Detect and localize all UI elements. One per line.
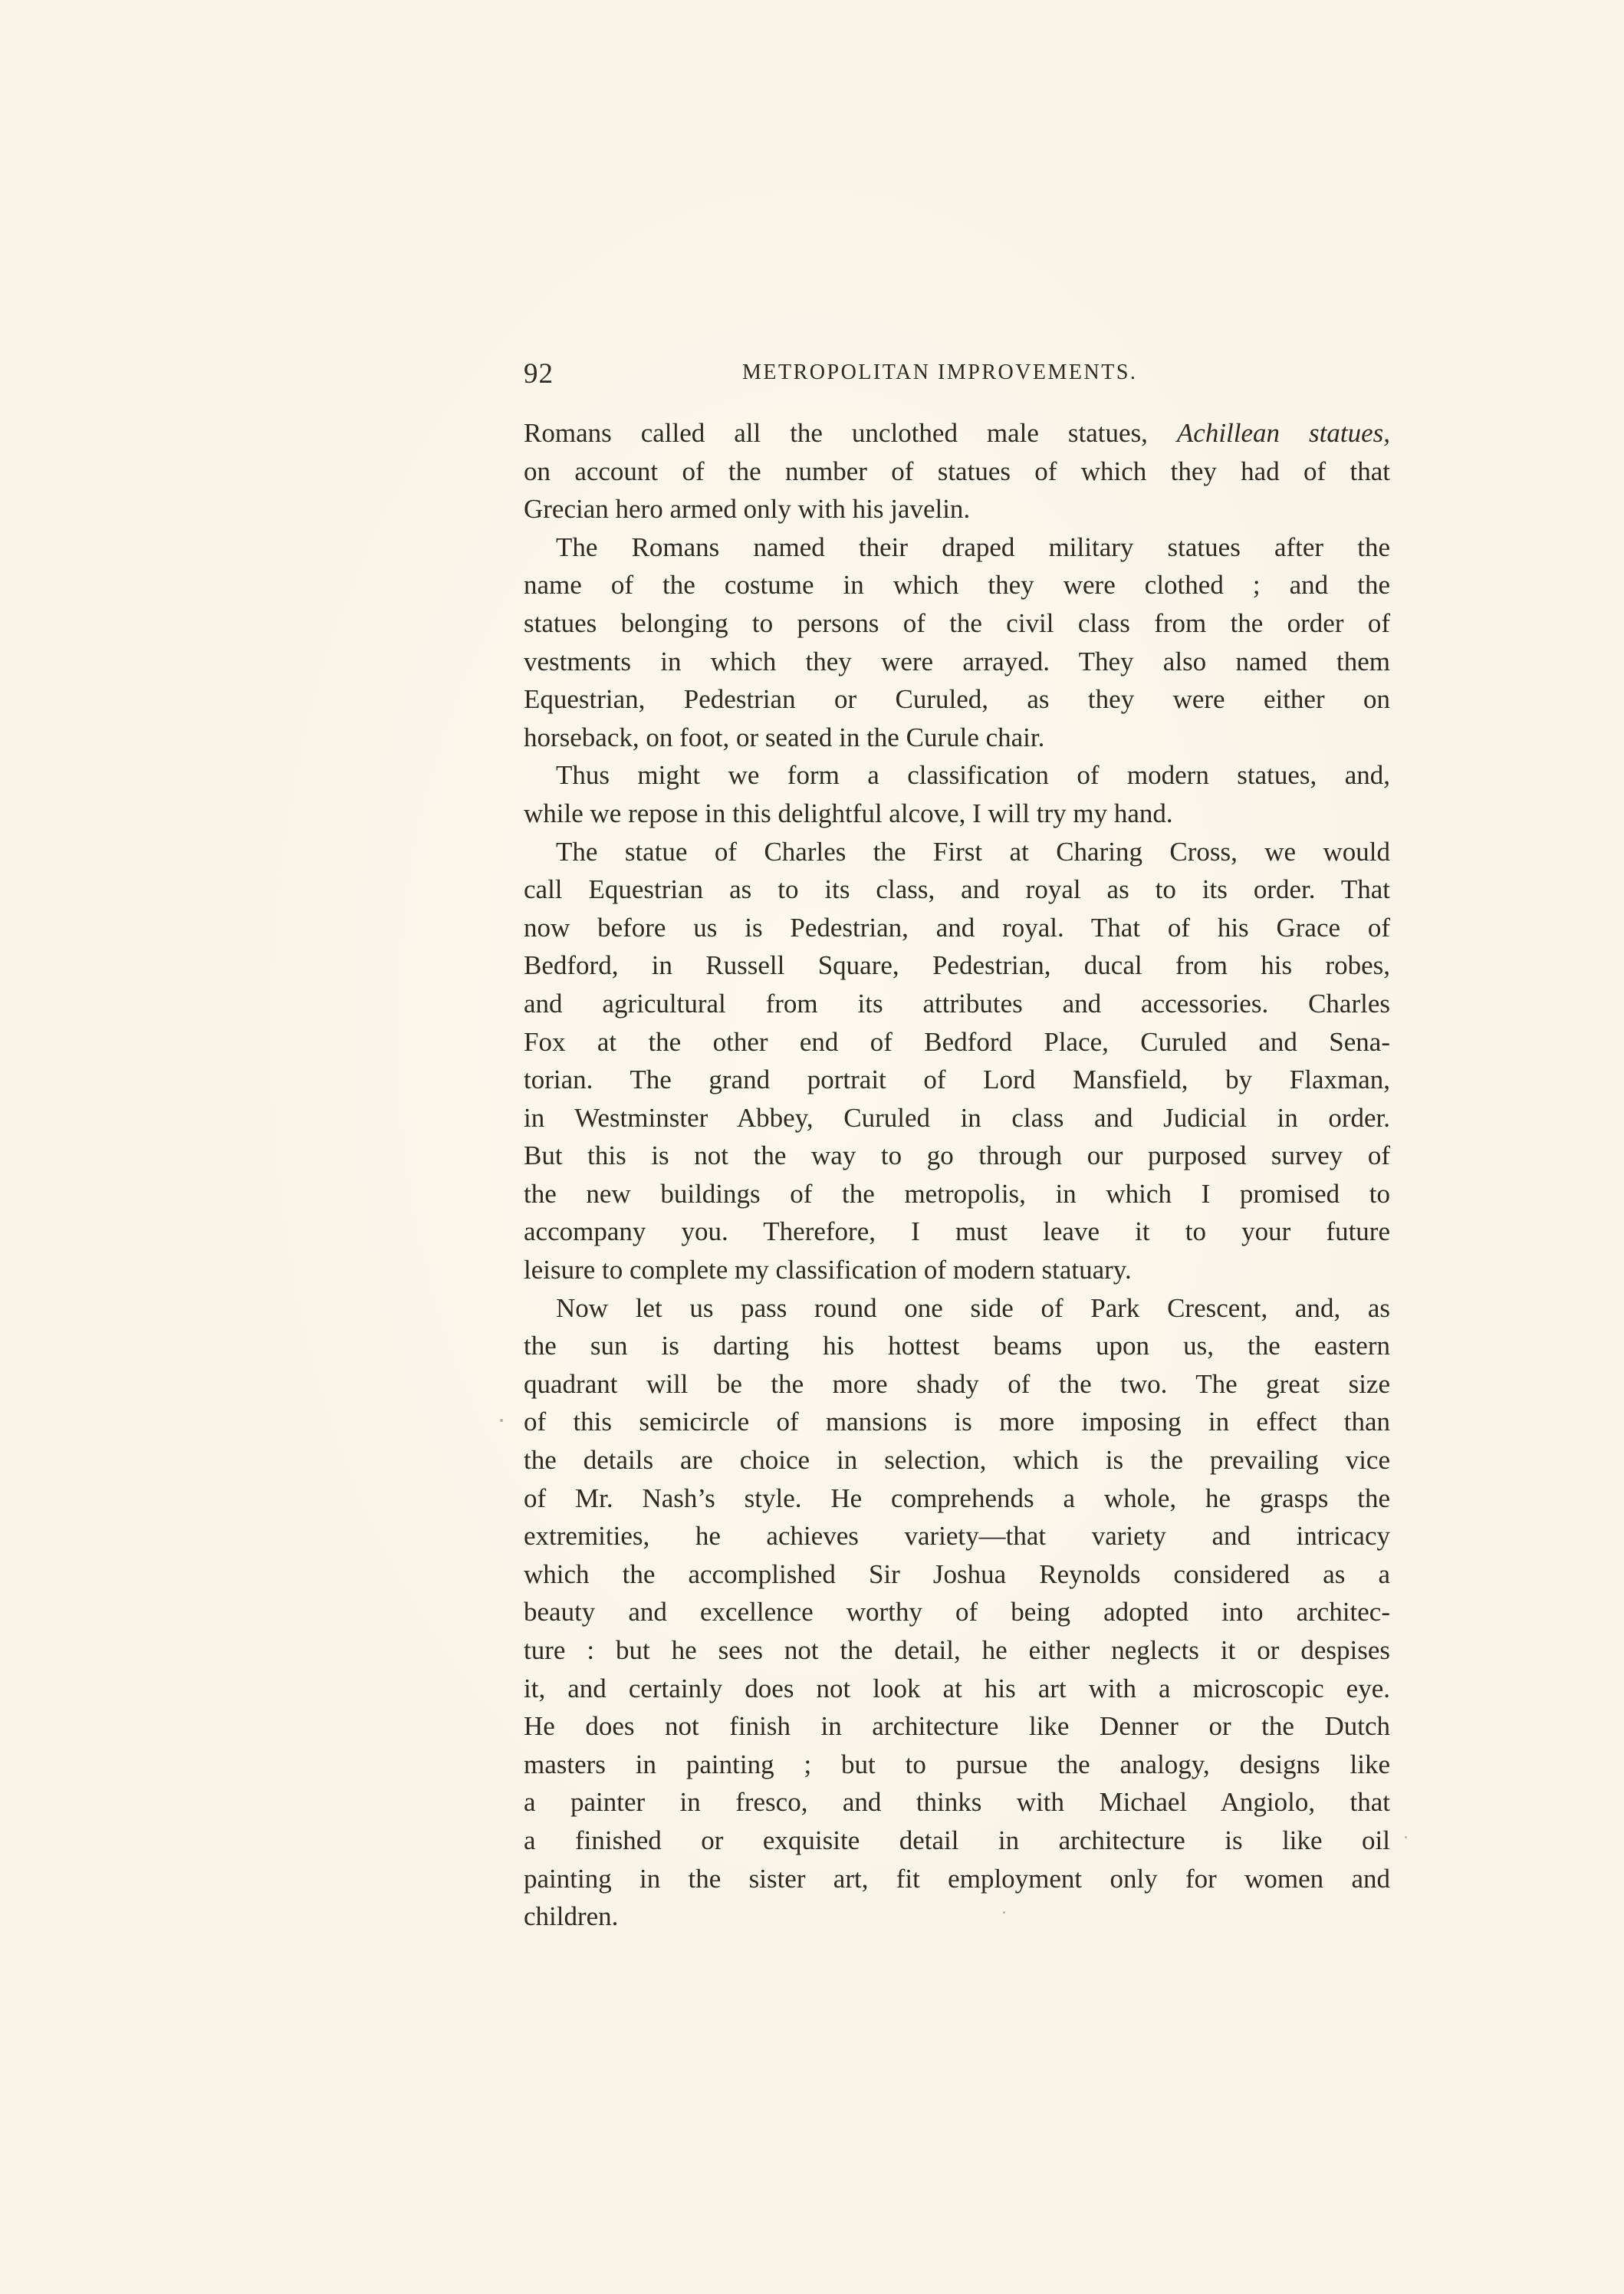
text-line: it, and certainly does not look at his art with a microscopic eye. — [524, 1673, 1390, 1703]
text-line: Thus might we form a classification of modern statues, and, — [556, 760, 1390, 791]
running-head — [524, 357, 1390, 396]
text-line: horseback, on foot, or seated in the Curule chair. — [524, 722, 1045, 752]
text-line: Bedford, in Russell Square, Pedestrian, ducal from his robes, — [524, 950, 1390, 981]
text-line: Fox at the other end of Bedford Place, Curuled and Sena- — [524, 1026, 1390, 1057]
text-line: a painter in fresco, and thinks with Michael Angiolo, that — [524, 1787, 1390, 1818]
text-line: statues belonging to persons of the civil class from the order of — [524, 607, 1390, 638]
text-line: children. — [524, 1901, 619, 1932]
text-line: now before us is Pedestrian, and royal. That of his Grace of — [524, 912, 1390, 943]
text-line: extremities, he achieves variety—that variety and intricacy — [524, 1521, 1390, 1552]
text-line: the details are choice in selection, which is the prevailing vice — [524, 1445, 1390, 1476]
text-line: of Mr. Nash’s style. He comprehends a whole, he grasps the — [524, 1483, 1390, 1513]
text-line: on account of the number of statues of which they had of that — [524, 456, 1390, 486]
text-line: a finished or exquisite detail in architecture is like oil — [524, 1825, 1390, 1855]
paper-speck — [1003, 1911, 1005, 1914]
text-line: accompany you. Therefore, I must leave it to your future — [524, 1216, 1390, 1247]
text-line: painting in the sister art, fit employment only for women and — [524, 1863, 1390, 1894]
text-line: torian. The grand portrait of Lord Mansfield, by Flaxman, — [524, 1065, 1390, 1095]
text-line: the sun is darting his hottest beams upon us, the eastern — [524, 1331, 1390, 1361]
text-line: of this semicircle of mansions is more imposing in effect than — [524, 1407, 1390, 1437]
text-line: Grecian hero armed only with his javelin. — [524, 494, 971, 525]
text-line: vestments in which they were arrayed. They also named them — [524, 646, 1390, 676]
running-title: METROPOLITAN IMPROVEMENTS. — [742, 360, 1138, 384]
italic-phrase: Achillean statues, — [1176, 418, 1390, 448]
text-line: the new buildings of the metropolis, in which I promised to — [524, 1178, 1390, 1209]
text-line: and agricultural from its attributes and accessories. Charles — [524, 988, 1390, 1019]
text-line: leisure to complete my classification of modern statuary. — [524, 1255, 1132, 1285]
text-line: ture : but he sees not the detail, he either neglects it or despises — [524, 1635, 1390, 1665]
text-line: The Romans named their draped military statues after the — [556, 532, 1390, 562]
text-line: But this is not the way to go through our purposed survey of — [524, 1140, 1390, 1171]
paper-speck — [500, 1419, 503, 1422]
text-line: name of the costume in which they were clothed ; and the — [524, 570, 1390, 601]
text-line: The statue of Charles the First at Charing Cross, we would — [556, 836, 1390, 867]
text-line: Romans called all the unclothed male statues, Achillean statues, — [524, 418, 1390, 448]
text-line: masters in painting ; but to pursue the analogy, designs like — [524, 1749, 1390, 1779]
text-line: quadrant will be the more shady of the two. The great size — [524, 1368, 1390, 1399]
text-line: Now let us pass round one side of Park Crescent, and, as — [556, 1292, 1390, 1323]
text-line: Equestrian, Pedestrian or Curuled, as they were either on — [524, 684, 1390, 715]
paper-speck — [1405, 1836, 1407, 1838]
text-line: while we repose in this delightful alcove, I will try my hand. — [524, 798, 1173, 828]
text-line: He does not finish in architecture like Denner or the Dutch — [524, 1711, 1390, 1742]
text-line: beauty and excellence worthy of being adopted into architec- — [524, 1597, 1390, 1628]
text-line: which the accomplished Sir Joshua Reynolds considered as a — [524, 1558, 1390, 1589]
text-line: in Westminster Abbey, Curuled in class and Judicial in order. — [524, 1102, 1390, 1133]
body-text — [524, 414, 1390, 1936]
text-line: call Equestrian as to its class, and royal as to its order. That — [524, 874, 1390, 905]
page-number: 92 — [524, 358, 554, 390]
